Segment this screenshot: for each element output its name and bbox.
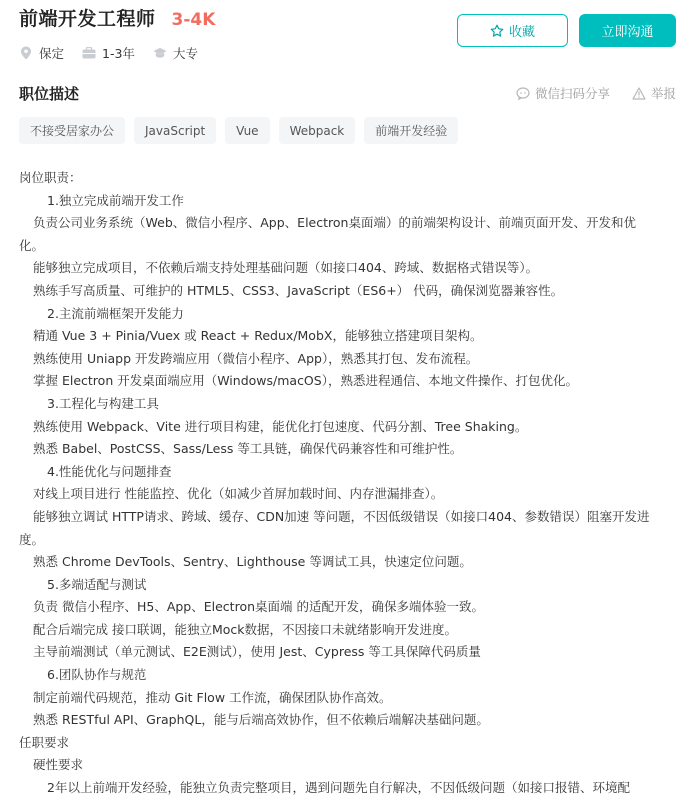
salary: 3-4K <box>171 10 216 30</box>
experience-text: 1-3年 <box>102 46 135 61</box>
report-label: 举报 <box>650 86 676 101</box>
meta-experience <box>82 44 135 62</box>
skill-tags <box>19 117 467 144</box>
description-line: 熟悉 Babel、PostCSS、Sass/Less 等工具链，确保代码兼容性和可维护性。 <box>33 441 463 457</box>
description-line: 6.团队协作与规范 <box>47 667 147 683</box>
location-pin-icon <box>19 46 33 60</box>
description-line: 硬性要求 <box>33 757 84 773</box>
skill-tag: JavaScript <box>134 117 216 144</box>
skill-tag: 前端开发经验 <box>364 117 458 144</box>
description-line: 熟悉 RESTful API、GraphQL，能与后端高效协作，但不依赖后端解决基础问题。 <box>33 712 489 728</box>
chat-label: 立即沟通 <box>601 25 654 40</box>
description-line: 3.工程化与构建工具 <box>47 395 159 411</box>
wechat-icon <box>516 87 530 100</box>
description-line: 熟练使用 Uniapp 开发跨端应用（微信小程序、App），熟悉其打包、发布流程。 <box>33 350 479 366</box>
description-line: 制定前端代码规范，推动 Git Flow 工作流，确保团队协作高效。 <box>33 689 392 705</box>
meta-education <box>153 44 198 62</box>
star-icon <box>490 24 504 38</box>
chat-now-button[interactable] <box>579 14 676 47</box>
favorite-label: 收藏 <box>508 25 535 40</box>
job-title: 前端开发工程师 <box>19 8 156 30</box>
description-line: 负责 微信小程序、H5、App、Electron桌面端 的适配开发，确保多端体验一致。 <box>33 599 484 615</box>
description-line: 熟练手写高质量、可维护的 HTML5、CSS3、JavaScript（ES6+） 代码，确保浏览器兼容性。 <box>33 282 564 298</box>
skill-tag: 不接受居家办公 <box>19 117 125 144</box>
share-label: 微信扫码分享 <box>534 86 610 101</box>
description-line: 能够独立完成项目，不依赖后端支持处理基础问题（如接口404、跨域、数据格式错误等）。 <box>33 260 539 276</box>
description-line: 熟悉 Chrome DevTools、Sentry、Lighthouse 等调试工具，快速定位问题。 <box>33 554 472 570</box>
description-line: 任职要求 <box>19 734 70 750</box>
description-line: 配合后端完成 接口联调，能独立Mock数据，不因接口未就绪影响开发进度。 <box>33 621 458 637</box>
job-description <box>19 167 676 795</box>
description-line: 度。 <box>19 531 45 547</box>
briefcase-icon <box>82 46 96 60</box>
description-line: 化。 <box>19 237 45 253</box>
wechat-share-link[interactable] <box>516 84 610 102</box>
description-line: 掌握 Electron 开发桌面端应用（Windows/macOS），熟悉进程通信、本地文件操作、打包优化。 <box>33 373 578 389</box>
action-buttons <box>457 14 676 47</box>
job-header <box>19 4 676 74</box>
section-header <box>19 82 676 104</box>
share-tools <box>516 84 676 102</box>
meta-location <box>19 44 64 62</box>
description-line: 精通 Vue 3 + Pinia/Vuex 或 React + Redux/MobX，能够独立搭建项目架构。 <box>33 328 483 344</box>
description-line: 负责公司业务系统（Web、微信小程序、App、Electron桌面端）的前端架构设计、前端页面开发、开发和优 <box>33 215 636 231</box>
description-line: 2.主流前端框架开发能力 <box>47 305 184 321</box>
description-line: 熟练使用 Webpack、Vite 进行项目构建，能优化打包速度、代码分割、Tree Shaking。 <box>33 418 528 434</box>
location-text: 保定 <box>39 46 65 61</box>
description-line: 4.性能优化与问题排查 <box>47 463 172 479</box>
favorite-button[interactable] <box>457 14 568 47</box>
warning-icon <box>632 87 646 100</box>
education-text: 大专 <box>172 46 198 61</box>
description-line: 1.独立完成前端开发工作 <box>47 192 184 208</box>
description-line: 5.多端适配与测试 <box>47 576 147 592</box>
graduation-cap-icon <box>153 46 167 60</box>
description-line: 对线上项目进行 性能监控、优化（如减少首屏加载时间、内存泄漏排查）。 <box>33 486 444 502</box>
description-line: 岗位职责： <box>19 170 82 185</box>
description-line: 2年以上前端开发经验，能独立负责完整项目，遇到问题先自行解决，不因低级问题（如接口报错、环境配 <box>47 780 630 795</box>
report-link[interactable] <box>632 84 676 102</box>
section-title: 职位描述 <box>19 84 80 103</box>
skill-tag: Vue <box>225 117 269 144</box>
description-line: 能够独立调试 HTTP请求、跨域、缓存、CDN加速 等问题，不因低级错误（如接口404、参数错误）阻塞开发进 <box>33 508 650 524</box>
description-line: 主导前端测试（单元测试、E2E测试），使用 Jest、Cypress 等工具保障代码质量 <box>33 644 481 660</box>
skill-tag: Webpack <box>279 117 356 144</box>
